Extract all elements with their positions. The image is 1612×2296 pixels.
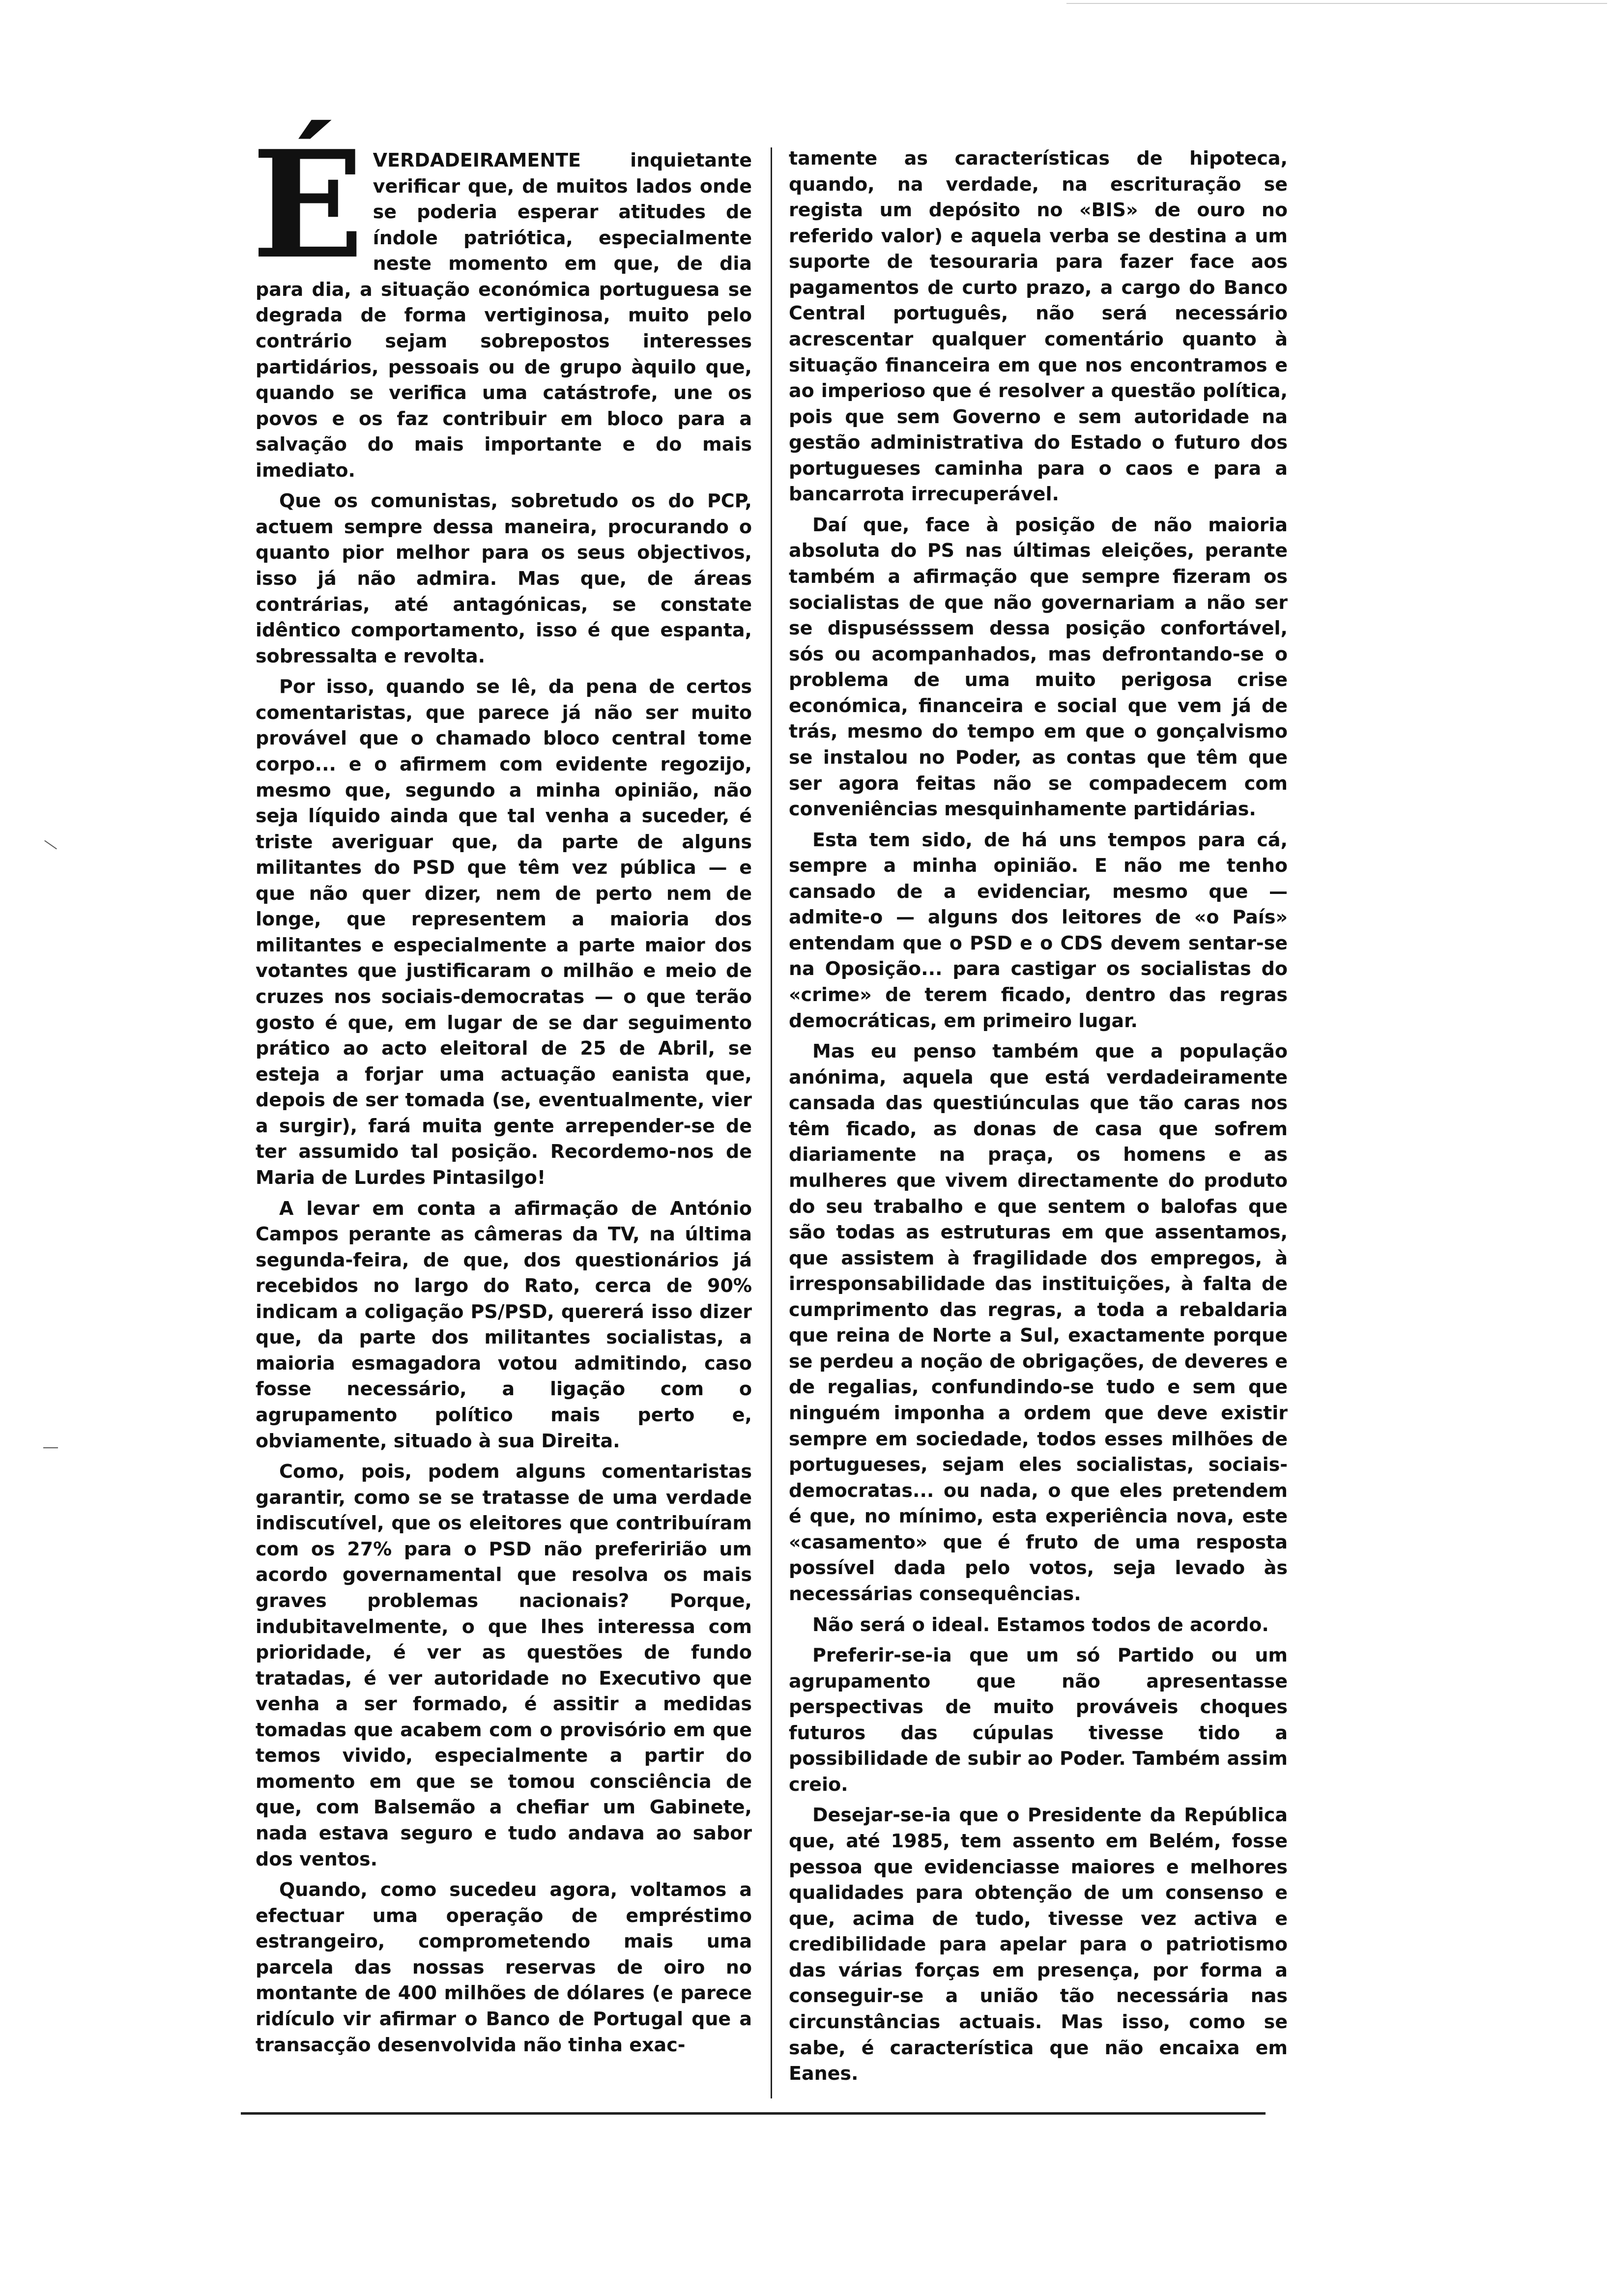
bottom-rule bbox=[241, 2112, 1266, 2115]
article-paragraph: tamente as características de hipoteca, quando, na verdade, na escrituração se regista um depósito no «BIS» de ouro no referido valor) e aquela verba se destina a um suporte de tesouraria para fazer face aos pagamentos de curto prazo, a cargo do Banco Central português, não será necessário acrescentar qualquer comentário quanto à situação financeira em que nos encontramos e ao imperioso que é resolver a questão política, pois que sem Governo e sem autoridade na gestão administrativa do Estado o futuro dos portugueses caminha para o caos e para a bancarrota irrecuperável. bbox=[789, 147, 1288, 505]
article-paragraph: Por isso, quando se lê, da pena de certos comentaristas, que parece já não ser muito provável que o chamado bloco central tome corpo... e o afirmem com evidente regozijo, mesmo que, segundo a minha opinião, não seja líquido ainda que tal venha a suceder, é triste averiguar que, da parte de alguns militantes do PSD que têm vez pública — e que não quer dizer, nem de perto nem de longe, que representem a maioria dos militantes e especialmente a parte maior dos votantes que justificaram o milhão e meio de cruzes nos sociais-democratas — o que terão gosto é que, em lugar de se dar seguimento prático ao acto eleitoral de 25 de Abril, se esteja a forjar uma actuação eanista que, depois de ser tomada (se, eventualmente, vier a surgir), fará muita gente arrepender-se de ter assumido tal posição. Recordemo-nos de Maria de Lurdes Pintasilgo! bbox=[256, 676, 752, 1188]
margin-mark bbox=[43, 1447, 58, 1448]
lead-word: VERDADEIRAMENTE bbox=[373, 149, 581, 171]
article-paragraph: Desejar-se-ia que o Presidente da República que, até 1985, tem assento em Belém, fosse pessoa que evidenciasse maiores e melhores qualidades para obtenção de um consenso e que, acima de tudo, tivesse vez activa e credibilidade para apelar para o patriotismo das várias forças em presença, por forma a conseguir-se a união tão necessária nas circunstâncias actuais. Mas isso, como se sabe, é característica que não encaixa em Eanes. bbox=[789, 1804, 1288, 2085]
column-divider bbox=[771, 147, 772, 2098]
article-paragraph: Que os comunistas, sobretudo os do PCP, actuem sempre dessa maneira, procurando o quanto pior melhor para os seus objectivos, isso já não admira. Mas que, de áreas contrárias, até antagónicas, se constate idêntico comportamento, isso é que espanta, sobressalta e revolta. bbox=[256, 490, 752, 667]
article-paragraph: Como, pois, podem alguns comentaristas garantir, como se se tratasse de uma verdade indiscutível, que os eleitores que contribuíram com os 27% para o PSD não preferirião um acordo governamental que resolva os mais graves problemas nacionais? Porque, indubitavelmente, o que lhes interessa com prioridade, é ver as questões de fundo tratadas, é ver autoridade no Executivo que venha a ser formado, é assitir a medidas tomadas que acabem com o provisório em que temos vivido, especialmente a partir do momento em que se tomou consciência de que, com Balsemão a chefiar um Gabinete, nada estava seguro e tudo andava ao sabor dos ventos. bbox=[256, 1461, 752, 1870]
top-edge-line bbox=[1066, 3, 1607, 4]
article-paragraph: Preferir-se-ia que um só Partido ou um agrupamento que não apresentasse perspectivas de muito prováveis choques futuros das cúpulas tivesse tido a possibilidade de subir ao Poder. Também assim creio. bbox=[789, 1644, 1288, 1795]
article-paragraph: Esta tem sido, de há uns tempos para cá, sempre a minha opinião. E não me tenho cansado de a evidenciar, mesmo que — admite-o — alguns dos leitores de «o País» entendam que o PSD e o CDS devem sentar-se na Oposição... para castigar os socialistas do «crime» de terem ficado, dentro das regras democráticas, em primeiro lugar. bbox=[789, 829, 1288, 1032]
article-right-column bbox=[789, 145, 1288, 2092]
paragraph-text: inquietante verificar que, de muitos lados onde se poderia esperar atitudes de índole patriótica, especialmente neste momento em que, de dia para dia, a situação económica portuguesa se degrada de forma vertiginosa, muito pelo contrário sejam sobrepostos interesses partidários, pessoais ou de grupo àquilo que, quando se verifica uma catástrofe, une os povos e os faz contribuir em bloco para a salvação do mais importante e do mais imediato. bbox=[256, 149, 752, 481]
article-paragraph: Daí que, face à posição de não maioria absoluta do PS nas últimas eleições, perante também a afirmação que sempre fizeram os socialistas de que não governariam a não ser se dispusésssem dessa posição confortável, sós ou acompanhados, mas defrontando-se o problema de uma muito perigosa crise económica, financeira e social que vem já de trás, mesmo do tempo em que o gonçalvismo se instalou no Poder, as contas que têm que ser agora feitas não se compadecem com conveniências mesquinhamente partidárias. bbox=[789, 514, 1288, 820]
margin-mark bbox=[44, 840, 57, 850]
drop-cap: É bbox=[252, 118, 364, 291]
article-paragraph: Não será o ideal. Estamos todos de acordo. bbox=[812, 1613, 1269, 1636]
article-paragraph: A levar em conta a afirmação de António Campos perante as câmeras da TV, na última segunda-feira, de que, dos questionários já recebidos no largo do Rato, cerca de 90% indicam a coligação PS/PSD, quererá isso dizer que, da parte dos militantes socialistas, a maioria esmagadora votou admitindo, caso fosse necessário, a ligação com o agrupamento político mais perto e, obviamente, situado à sua Direita. bbox=[256, 1197, 752, 1452]
article-left-column bbox=[252, 118, 752, 2063]
article-paragraph: Mas eu penso também que a população anónima, aquela que está verdadeiramente cansada das questiúnculas que tão caras nos têm ficado, as donas de casa que sofrem diariamente na praça, os homens e as mulheres que vivem directamente do produto do seu trabalho e que sentem o balofas que são todas as estruturas em que assentamos, que assistem à fragilidade dos empregos, à irresponsabilidade das instituições, à falta de cumprimento das regras, a toda a rebaldaria que reina de Norte a Sul, exactamente porque se perdeu a noção de obrigações, de deveres e de regalias, confundindo-se tudo e sem que ninguém imponha a ordem que deve existir sempre em sociedade, todos esses milhões de portugueses, sejam eles socialistas, sociais-democratas... ou nada, o que eles pretendem é que, no mínimo, esta experiência nova, este «casamento» que é fruto de uma resposta possível dada pelo votos, seja levado às necessárias consequências. bbox=[789, 1040, 1288, 1605]
article-paragraph bbox=[252, 118, 752, 483]
article-paragraph: Quando, como sucedeu agora, voltamos a efectuar uma operação de empréstimo estrangeiro, comprometendo mais uma parcela das nossas reservas de oiro no montante de 400 milhões de dólares (e parece ridículo vir afirmar o Banco de Portugal que a transacção desenvolvida não tinha exac- bbox=[256, 1879, 752, 2056]
